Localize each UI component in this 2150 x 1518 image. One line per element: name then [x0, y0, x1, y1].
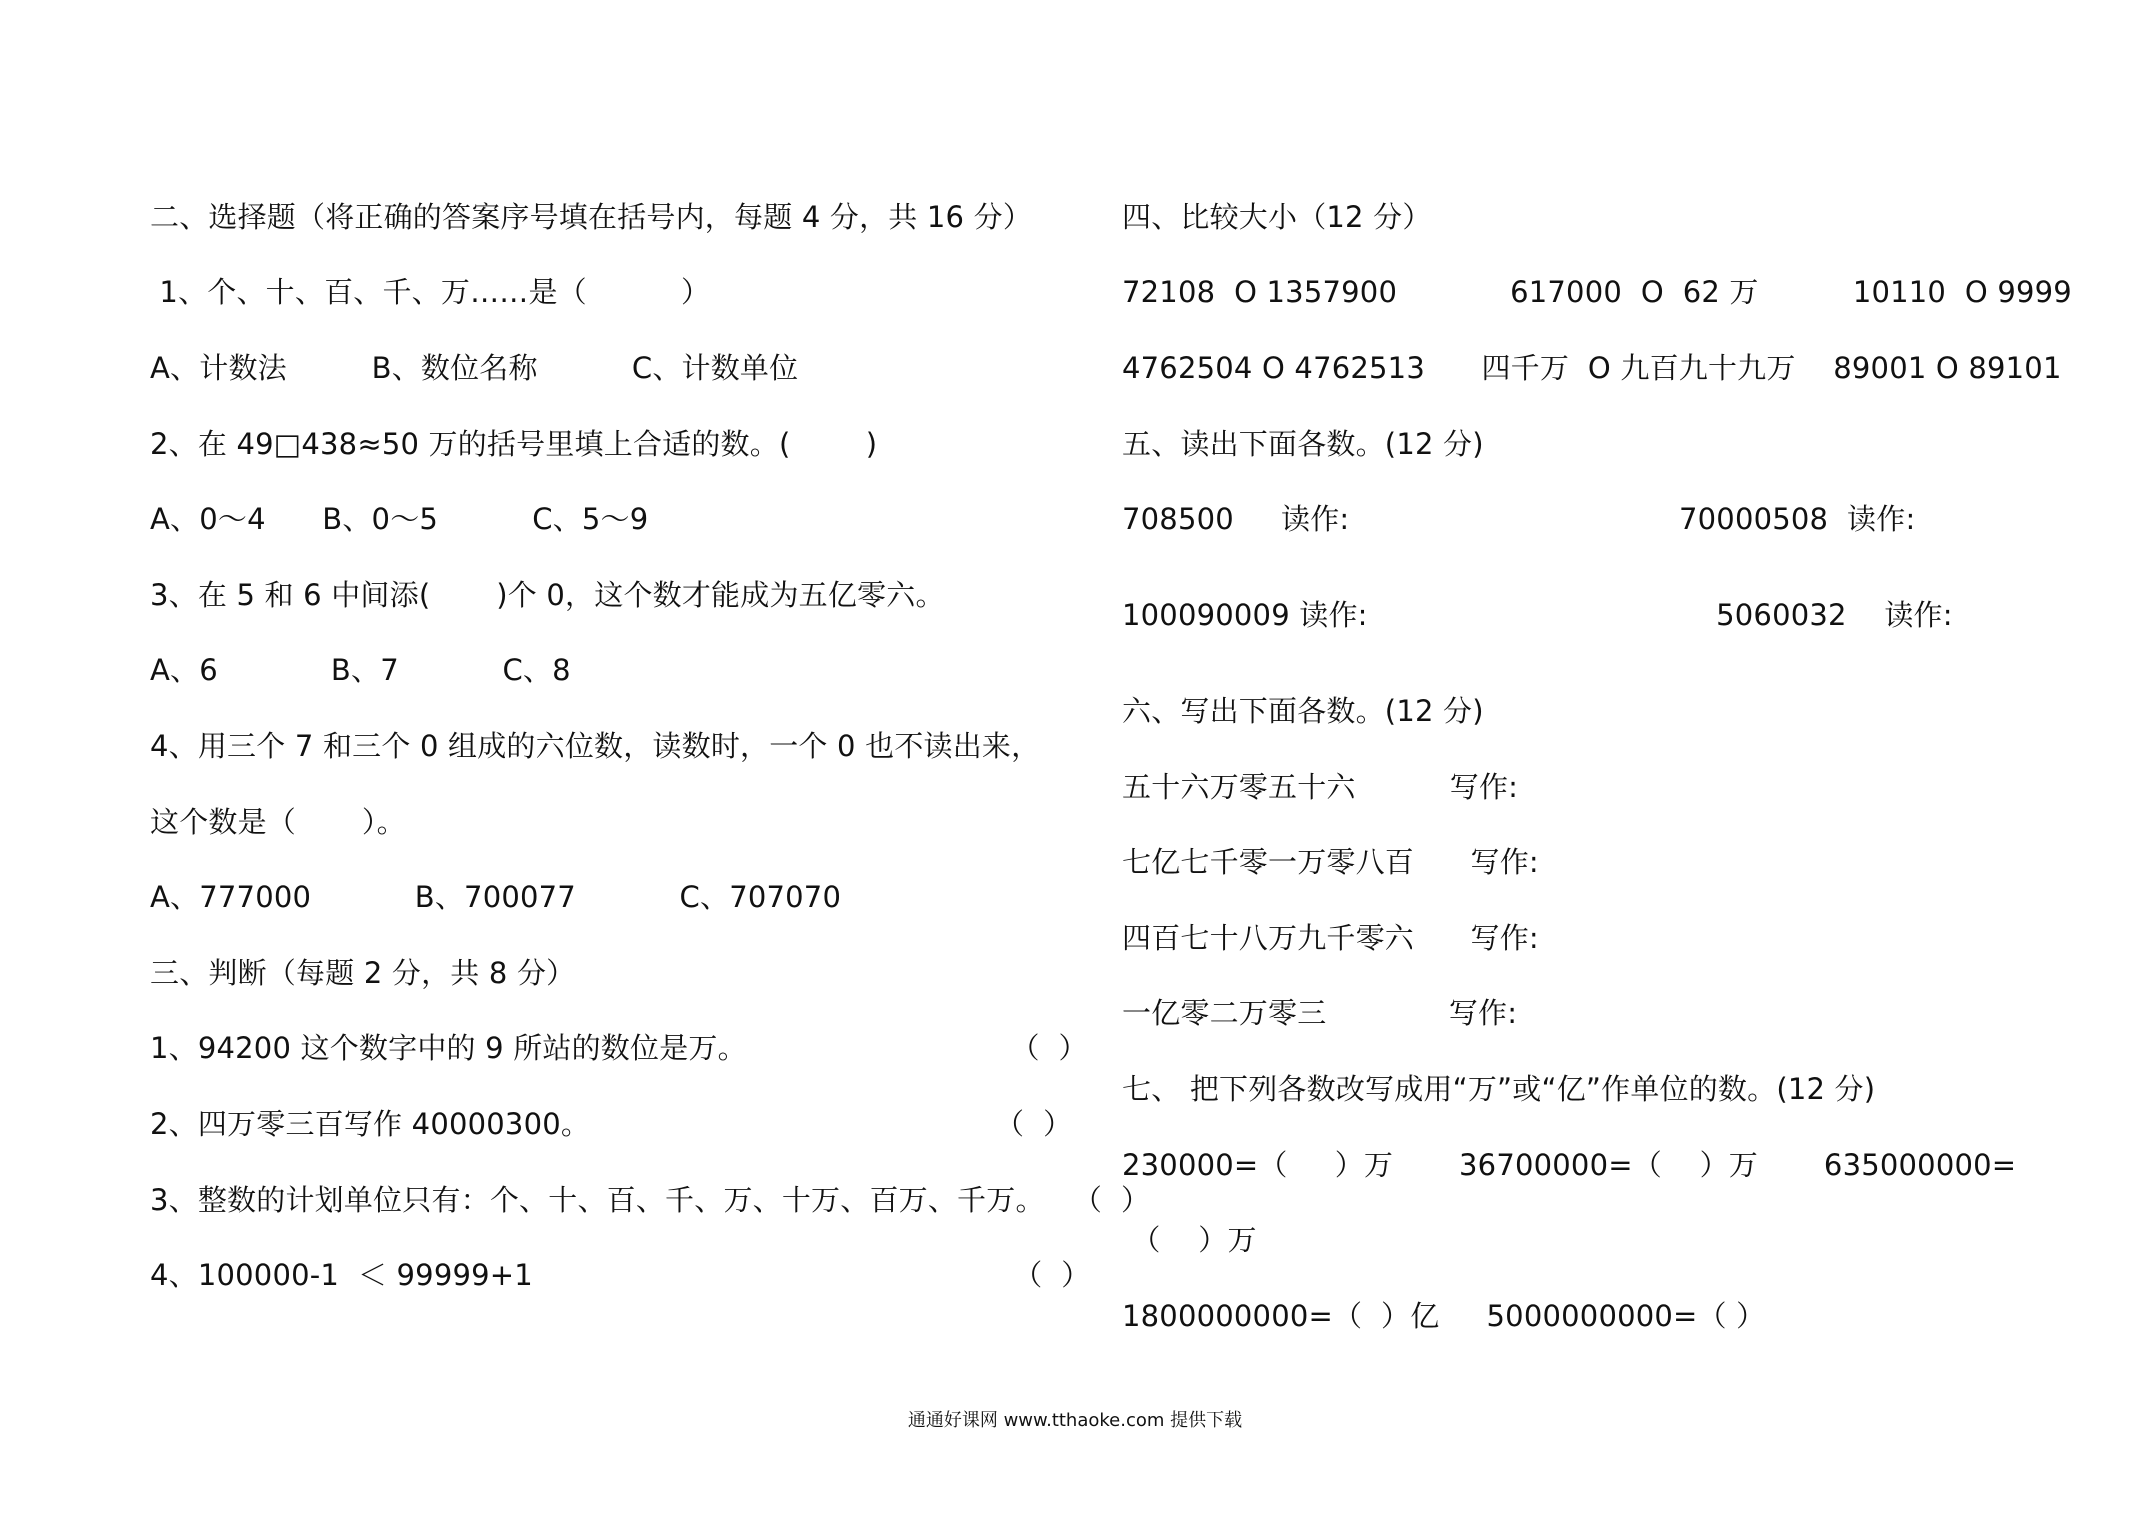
section-7-title: 七、 把下列各数改写成用“万”或“亿”作单位的数。(12 分) — [1122, 1072, 1876, 1106]
section-4-title: 四、比较大小（12 分） — [1122, 200, 1432, 234]
footer-credit: 通通好课网 www.tthaoke.com 提供下载 — [907, 1410, 1243, 1431]
compare-row-1: 72108 O 1357900 617000 O 62 万 10110 O 9999 — [1122, 275, 2072, 309]
compare-row-2: 4762504 O 4762513 四千万 O 九百九十九万 89001 O 89101 — [1122, 351, 2062, 385]
section-5-title: 五、读出下面各数。(12 分) — [1122, 427, 1484, 461]
judgment-3: 3、整数的计划单位只有：个、十、百、千、万、十万、百万、千万。 （ ） — [150, 1183, 1151, 1217]
question-4-continued: 这个数是（ ）。 — [150, 805, 406, 839]
judgment-4: 4、100000-1 ＜ 99999+1 （ ） — [150, 1258, 1091, 1292]
question-4-options: A、777000 B、700077 C、707070 — [150, 880, 842, 914]
judgment-1: 1、94200 这个数字中的 9 所站的数位是万。 （ ） — [150, 1031, 1088, 1065]
write-row-1: 五十六万零五十六 写作: — [1122, 770, 1519, 804]
read-row-2: 100090009 读作: 5060032 读作: — [1122, 598, 1953, 632]
write-row-2: 七亿七千零一万零八百 写作: — [1122, 845, 1539, 879]
question-1-options: A、计数法 B、数位名称 C、计数单位 — [150, 351, 799, 385]
judgment-2: 2、四万零三百写作 40000300。 （ ） — [150, 1107, 1073, 1141]
section-2-title: 二、选择题（将正确的答案序号填在括号内，每题 4 分，共 16 分） — [150, 200, 1033, 234]
question-1: 1、个、十、百、千、万……是（ ） — [150, 275, 711, 309]
rewrite-row-1: 230000=（ ）万 36700000=（ ）万 635000000= — [1122, 1148, 2017, 1182]
rewrite-row-2: （ ）万 — [1122, 1223, 1257, 1257]
question-2-options: A、0～4 B、0～5 C、5～9 — [150, 502, 649, 536]
section-6-title: 六、写出下面各数。(12 分) — [1122, 694, 1484, 728]
read-row-1: 708500 读作: 70000508 读作: — [1122, 502, 1916, 536]
question-3-options: A、6 B、7 C、8 — [150, 653, 571, 687]
question-4: 4、用三个 7 和三个 0 组成的六位数，读数时，一个 0 也不读出来， — [150, 729, 1041, 763]
rewrite-row-3: 1800000000=（ ）亿 5000000000=（ ） — [1122, 1299, 1766, 1333]
question-3: 3、在 5 和 6 中间添( )个 0，这个数才能成为五亿零六。 — [150, 578, 945, 612]
section-3-title: 三、判断（每题 2 分，共 8 分） — [150, 956, 576, 990]
write-row-4: 一亿零二万零三 写作: — [1122, 996, 1518, 1030]
write-row-3: 四百七十八万九千零六 写作: — [1122, 921, 1539, 955]
question-2: 2、在 49□438≈50 万的括号里填上合适的数。( ) — [150, 427, 878, 461]
